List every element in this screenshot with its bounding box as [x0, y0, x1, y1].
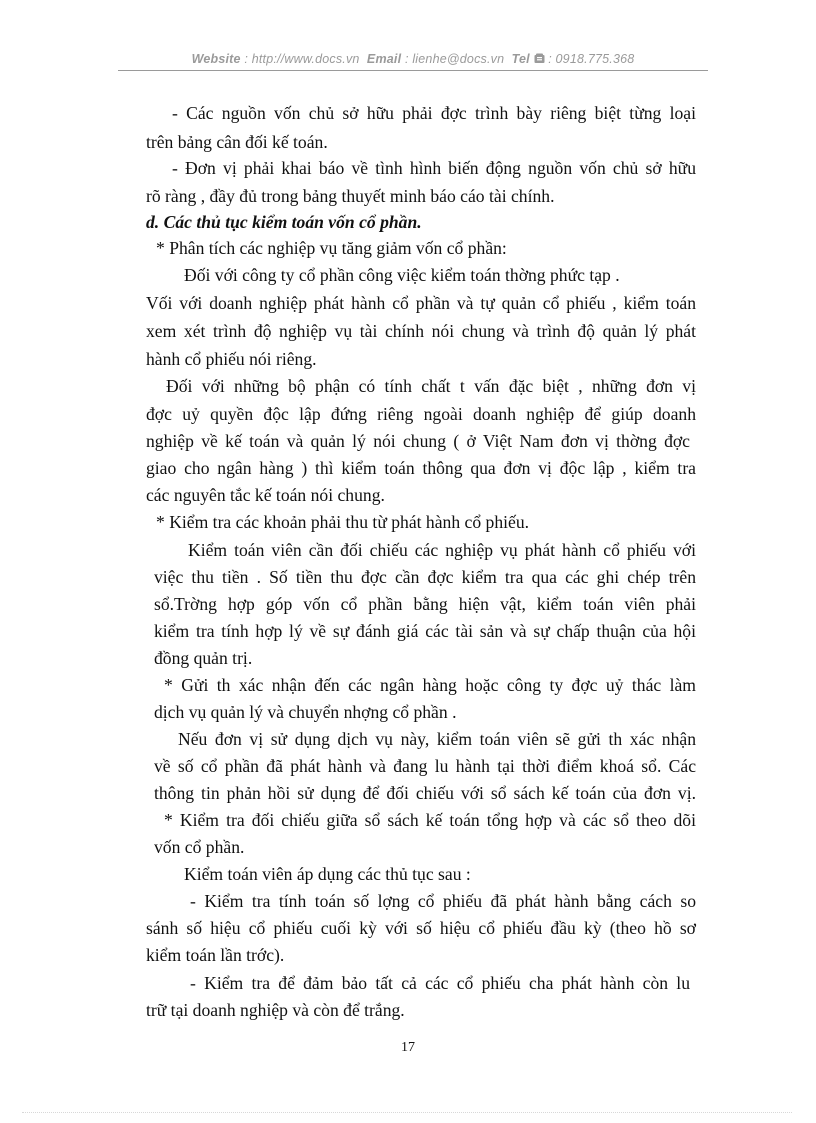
phone-icon	[534, 52, 549, 66]
text-line: kiểm toán lần trớc).	[146, 945, 285, 965]
text-line: * Kiểm tra các khoản phải thu từ phát hành cổ phiếu.	[156, 512, 530, 532]
text-line: vốn cổ phần.	[154, 837, 245, 857]
website-label: Website	[191, 52, 241, 66]
header-divider	[118, 70, 708, 71]
section-heading: d. Các thủ tục kiểm toán vốn cổ phần.	[146, 212, 422, 232]
text-line: Đối với những bộ phận có tính chất t vấn đặc biệt , những đơn vị	[166, 376, 696, 396]
text-line: thông tin phản hồi sử dụng để đối chiếu với sổ sách kế toán của đơn vị.	[154, 783, 696, 803]
text-line: Kiểm toán viên cần đối chiếu các nghiệp vụ phát hành cổ phiếu với	[188, 540, 696, 560]
text-line: Vối với doanh nghiệp phát hành cổ phần và tự quản cổ phiếu , kiểm toán	[146, 293, 696, 313]
text-line: xem xét trình độ nghiệp vụ tài chính nói chung và trình độ quản lý phát	[146, 321, 696, 341]
text-line: kiểm tra tính hợp lý về sự đánh giá các tài sản và sự chấp thuận của hội	[154, 621, 696, 641]
text-line: Đối với công ty cổ phần công việc kiểm toán thờng phức tạp .	[184, 265, 620, 285]
email-value: : lienhe@docs.vn	[404, 52, 505, 66]
tel-value: : 0918.775.368	[548, 52, 635, 66]
email-label: Email	[366, 52, 402, 66]
page-header	[118, 52, 708, 66]
text-line: hành cổ phiếu nói riêng.	[146, 349, 317, 369]
text-line: - Kiểm tra để đảm bảo tất cả các cổ phiếu cha phát hành còn lu	[190, 973, 690, 993]
text-line: sánh số hiệu cổ phiếu cuối kỳ với số hiệu cổ phiếu đầu kỳ (theo hồ sơ	[146, 918, 696, 938]
text-line: trữ tại doanh nghiệp và còn để trắng.	[146, 1000, 405, 1020]
text-line: * Kiểm tra đối chiếu giữa sổ sách kế toán tổng hợp và các sổ theo dõi	[164, 810, 696, 830]
text-line: - Các nguồn vốn chủ sở hữu phải đợc trình bày riêng biệt từng loại	[172, 103, 696, 123]
text-line: - Đơn vị phải khai báo về tình hình biến động nguồn vốn chủ sở hữu	[172, 158, 696, 178]
website-value: : http://www.docs.vn	[244, 52, 360, 66]
text-line: trên bảng cân đối kế toán.	[146, 132, 328, 152]
text-line: các nguyên tắc kế toán nói chung.	[146, 485, 385, 505]
text-line: - Kiểm tra tính toán số lợng cổ phiếu đã phát hành bằng cách so	[190, 891, 696, 911]
text-line: về số cổ phần đã phát hành và đang lu hành tại thời điểm khoá sổ. Các	[154, 756, 696, 776]
tel-label: Tel	[511, 52, 530, 66]
text-line: dịch vụ quản lý và chuyển nhợng cổ phần .	[154, 702, 457, 722]
text-line: Kiểm toán viên áp dụng các thủ tục sau :	[184, 864, 471, 884]
text-line: đồng quản trị.	[154, 648, 253, 668]
text-line: việc thu tiền . Số tiền thu đợc cần đợc kiểm tra qua các ghi chép trên	[154, 567, 696, 587]
text-line: * Gửi th xác nhận đến các ngân hàng hoặc công ty đợc uỷ thác làm	[164, 675, 696, 695]
text-line: đợc uỷ quyền độc lập đứng riêng ngoài doanh nghiệp để giúp doanh	[146, 404, 696, 424]
text-line: giao cho ngân hàng ) thì kiểm toán thông qua đơn vị độc lập , kiểm tra	[146, 458, 696, 478]
text-line: Nếu đơn vị sử dụng dịch vụ này, kiểm toán viên sẽ gửi th xác nhận	[178, 729, 696, 749]
text-line: rõ ràng , đầy đủ trong bảng thuyết minh báo cáo tài chính.	[146, 186, 555, 206]
text-line: nghiệp về kế toán và quản lý nói chung ( ở Việt Nam đơn vị thờng đợc	[146, 431, 690, 451]
page-number: 17	[401, 1040, 415, 1055]
text-line: sổ.Trờng hợp góp vốn cổ phần bằng hiện vật, kiểm toán viên phải	[154, 594, 696, 614]
page-bottom-divider	[22, 1112, 792, 1113]
text-line: * Phân tích các nghiệp vụ tăng giảm vốn cổ phần:	[156, 238, 507, 258]
